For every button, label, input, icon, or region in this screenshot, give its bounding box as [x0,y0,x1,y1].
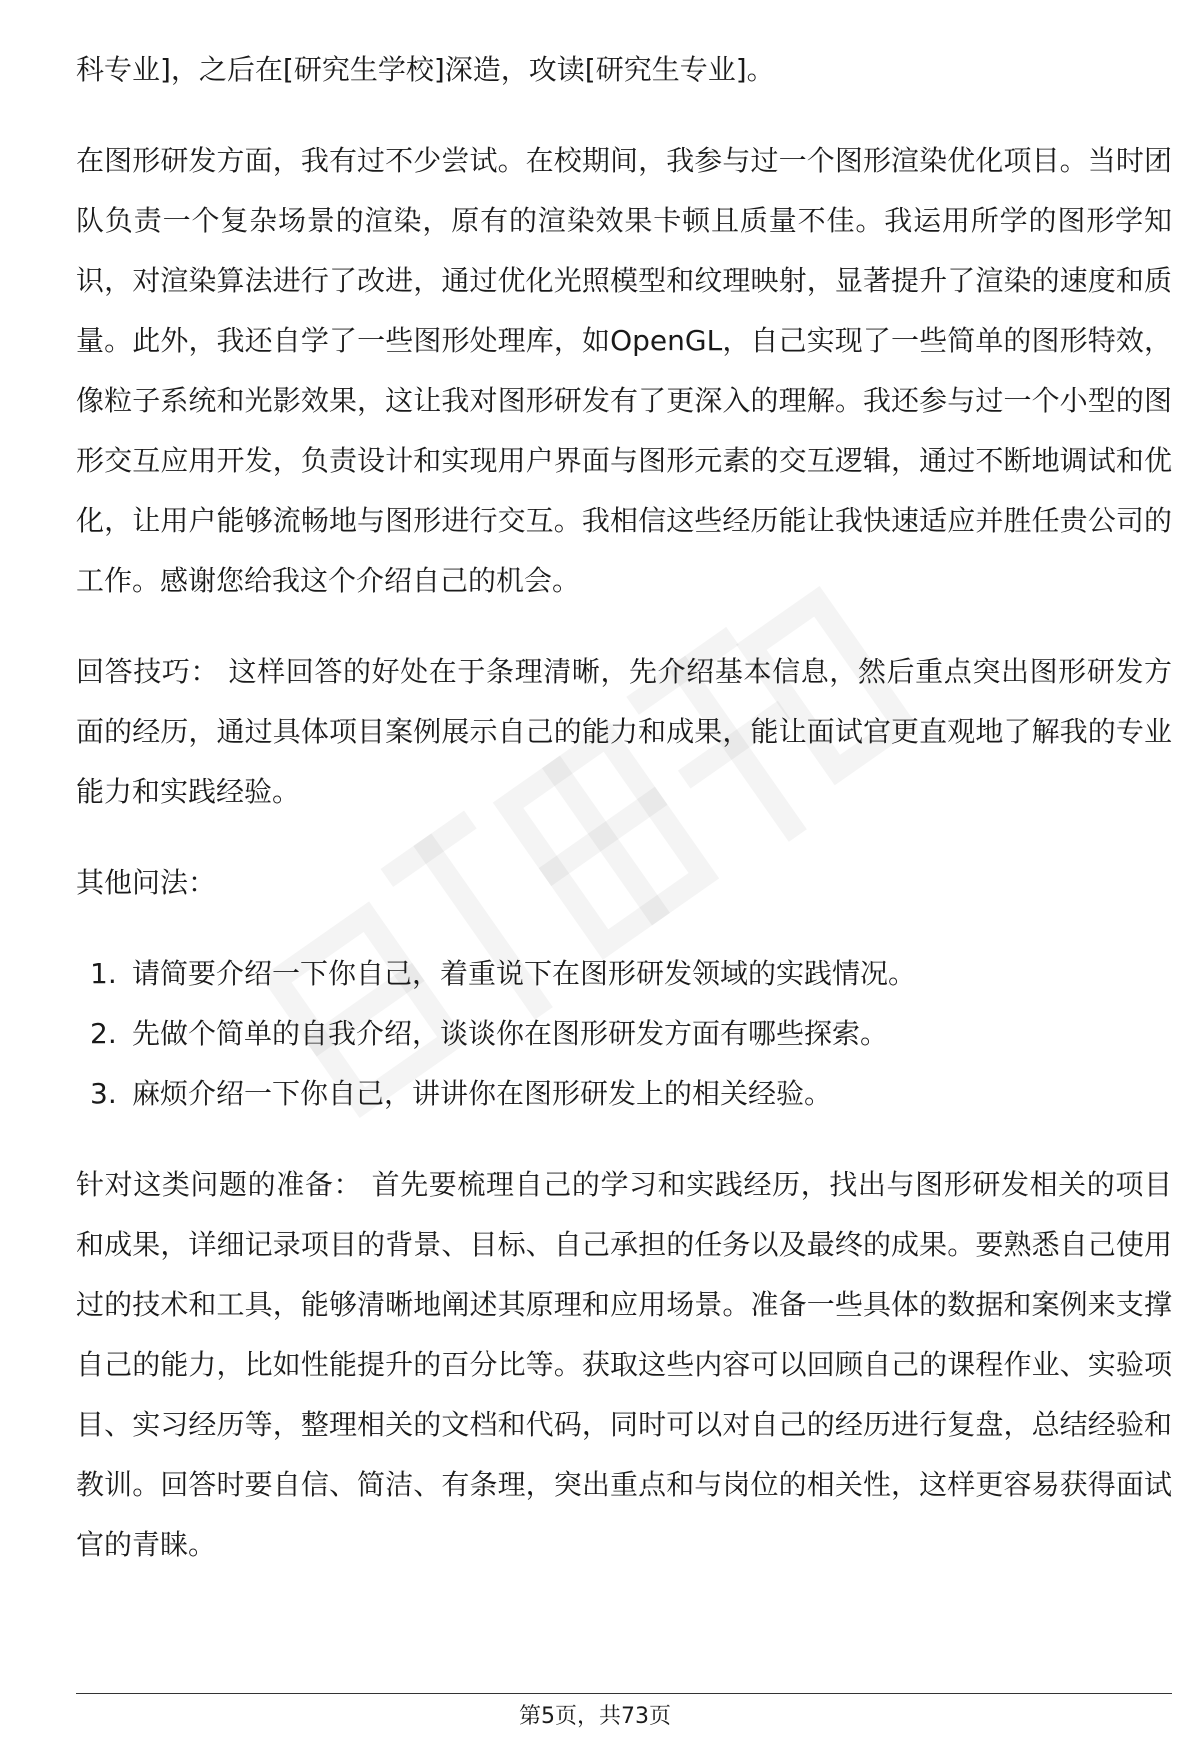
page-number: 第5页，共73页 [519,1704,671,1729]
list-item-text: 先做个简单的自我介绍，谈谈你在图形研发方面有哪些探索。 [132,1017,889,1050]
other-questions-list [76,944,1172,1124]
paragraph-continuation: 科专业]，之后在[研究生学校]深造，攻读[研究生专业]。 [76,53,775,86]
list-item-text: 请简要介绍一下你自己，着重说下在图形研发领域的实践情况。 [132,957,917,990]
list-item-number: 1. [90,957,117,990]
paragraph-other-questions-heading: 其他问法： [76,866,217,899]
list-item-text: 麻烦介绍一下你自己，讲讲你在图形研发上的相关经验。 [132,1077,833,1110]
document-body [76,40,1172,1575]
list-item-number: 2. [90,1017,117,1050]
paragraph-experience: 在图形研发方面，我有过不少尝试。在校期间，我参与过一个图形渲染优化项目。当时团队负责一个复杂场景的渲染，原有的渲染效果卡顿且质量不佳。我运用所学的图形学知识，对渲染算法进行了改进，通过优化光照模型和纹理映射，显著提升了渲染的速度和质量。此外，我还自学了一些图形处理库，如OpenGL，自己实现了一些简单的图形特效，像粒子系统和光影效果，这让我对图形研发有了更深入的理解。我还参与过一个小型的图形交互应用开发，负责设计和实现用户界面与图形元素的交互逻辑，通过不断地调试和优化，让用户能够流畅地与图形进行交互。我相信这些经历能让我快速适应并胜任贵公司的工作。感谢您给我这个介绍自己的机会。 [76,144,1172,597]
list-item-number: 3. [90,1077,117,1110]
list-item [76,1004,1172,1064]
list-item [76,944,1172,1004]
footer-divider [76,1693,1172,1694]
list-item [76,1064,1172,1124]
paragraph-answer-tips: 回答技巧： 这样回答的好处在于条理清晰，先介绍基本信息，然后重点突出图形研发方面的经历，通过具体项目案例展示自己的能力和成果，能让面试官更直观地了解我的专业能力和实践经验。 [76,655,1172,808]
paragraph-preparation: 针对这类问题的准备： 首先要梳理自己的学习和实践经历，找出与图形研发相关的项目和成果，详细记录项目的背景、目标、自己承担的任务以及最终的成果。要熟悉自己使用过的技术和工具，能够清晰地阐述其原理和应用场景。准备一些具体的数据和案例来支撑自己的能力，比如性能提升的百分比等。获取这些内容可以回顾自己的课程作业、实验项目、实习经历等，整理相关的文档和代码，同时可以对自己的经历进行复盘，总结经验和教训。回答时要自信、简洁、有条理，突出重点和与岗位的相关性，这样更容易获得面试官的青睐。 [76,1168,1172,1561]
